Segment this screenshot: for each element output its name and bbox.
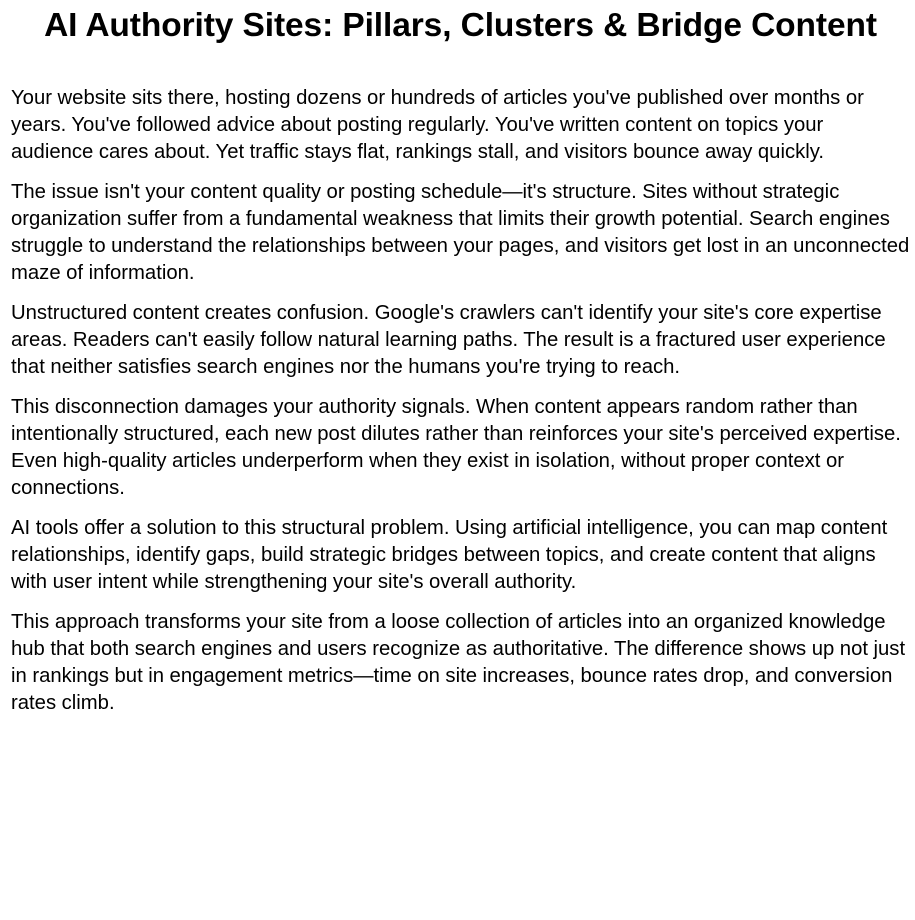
paragraph: AI tools offer a solution to this structural problem. Using artificial intelligence, you can map content relationships, identify gaps, build strategic bridges between topics, and create content that aligns with user intent while strengthening your site's overall authority. [11, 517, 888, 593]
paragraph: Your website sits there, hosting dozens or hundreds of articles you've published over months or years. You've followed advice about posting regularly. You've written content on topics your audience cares about. Yet traffic stays flat, rankings stall, and visitors bounce away quickly. [11, 87, 864, 163]
page-title: AI Authority Sites: Pillars, Clusters & Bridge Content [44, 7, 877, 44]
paragraph: This disconnection damages your authority signals. When content appears random rather than intentionally structured, each new post dilutes rather than reinforces your site's perceived expertise. Even high-quality articles underperform when they exist in isolation, without proper context or connections. [11, 396, 901, 499]
document-page [0, 4, 915, 717]
paragraph: The issue isn't your content quality or posting schedule—it's structure. Sites without strategic organization suffer from a fundamental weakness that limits their growth potential. Search engines struggle to understand the relationships between your pages, and visitors get lost in an unconnected maze of information. [11, 181, 910, 284]
paragraph: This approach transforms your site from a loose collection of articles into an organized knowledge hub that both search engines and users recognize as authoritative. The difference shows up not just in rankings but in engagement metrics—time on site increases, bounce rates drop, and conversion rates climb. [11, 611, 906, 714]
paragraph: Unstructured content creates confusion. Google's crawlers can't identify your site's core expertise areas. Readers can't easily follow natural learning paths. The result is a fractured user experience that neither satisfies search engines nor the humans you're trying to reach. [11, 302, 886, 378]
article-body [11, 85, 910, 717]
